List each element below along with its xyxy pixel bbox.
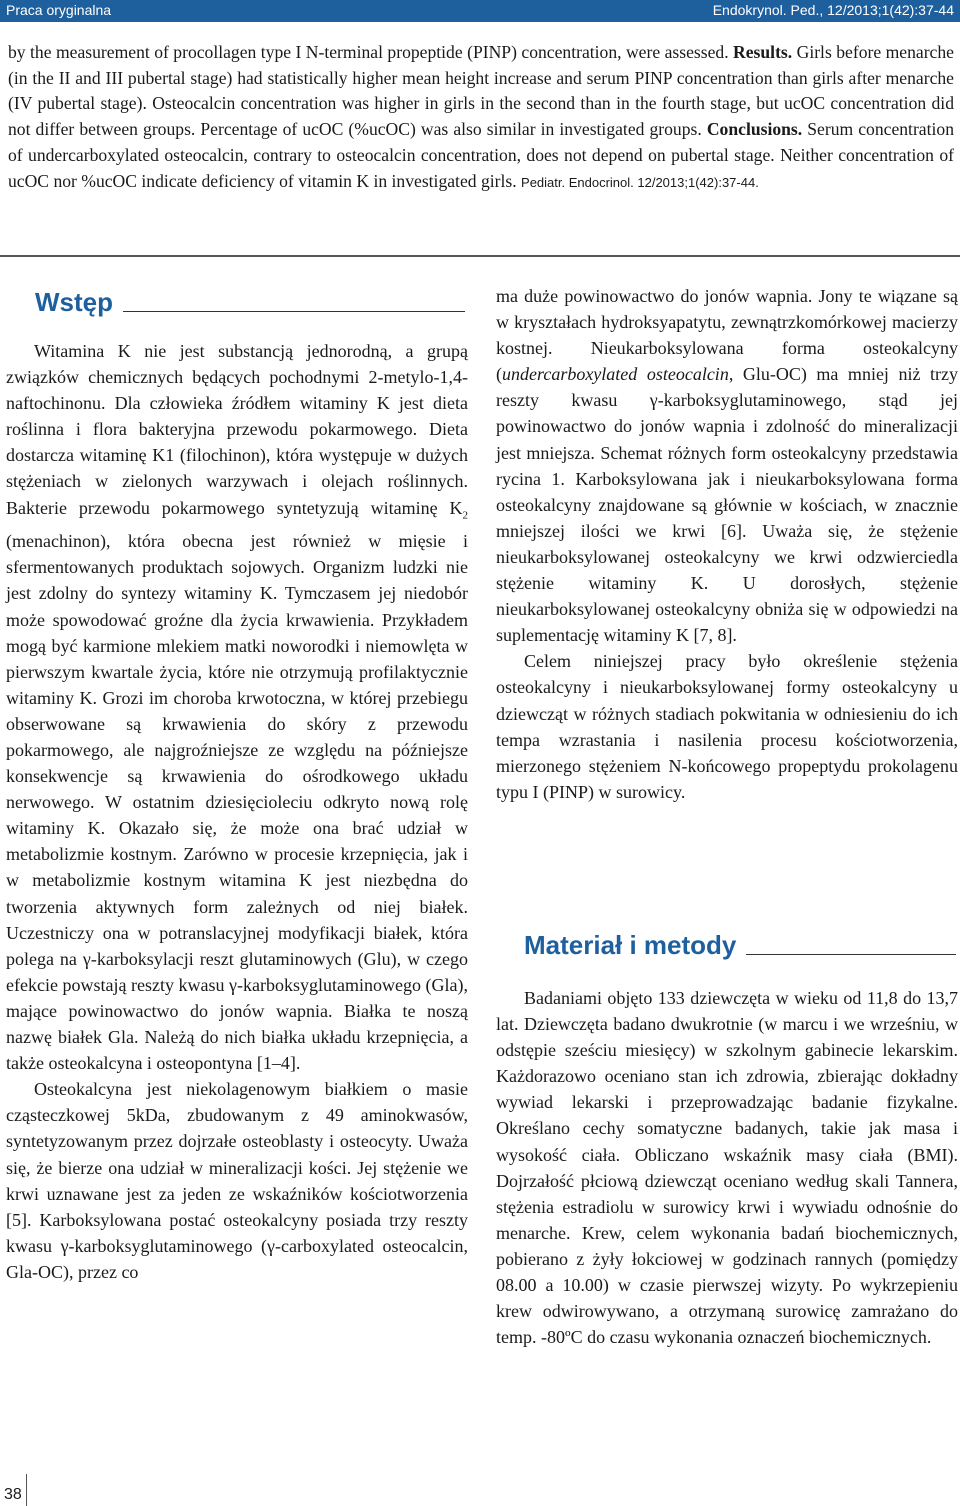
abstract-block xyxy=(8,40,954,195)
heading-rule xyxy=(123,311,465,312)
abstract-citation: Pediatr. Endocrinol. 12/2013;1(42):37-44. xyxy=(521,174,759,190)
journal-citation: Endokrynol. Ped., 12/2013;1(42):37-44 xyxy=(712,2,954,18)
section-heading-intro xyxy=(35,287,465,318)
section-divider xyxy=(0,255,960,257)
results-label: Results. xyxy=(733,42,793,62)
column-right-methods xyxy=(496,985,958,1350)
paragraph xyxy=(496,283,958,648)
column-right xyxy=(496,283,958,805)
paragraph-text: , Glu-OC) ma mniej niż trzy reszty kwasu γ-karboksyglutaminowego, stąd jej powinowactwo do jonów wapnia i zdolność do mineralizacji jest mniejsza. Schemat różnych form osteokalcyny przedstawia rycina 1. Karboksylowana jak i nieukarboksylowana forma osteokalcyny znajdowane są głównie w kościach, w znacznie mniejszej ilości we krwi [6]. Uważa się, że stężenie nieukarboksylowanej osteokalcyny we krwi odzwierciedla stężenie witaminy K. U dorosłych, stężenie nieukarboksylowanej osteokalcyny obniża się w odpowiedzi na suplementację witaminy K [7, 8]. xyxy=(496,364,958,646)
abstract-methods-text: by the measurement of procollagen type I N-terminal propeptide (PINP) concentration, were assessed. xyxy=(8,42,729,62)
section-title: Materiał i metody xyxy=(524,930,737,960)
page-number: 38 xyxy=(4,1486,22,1503)
article-type: Praca oryginalna xyxy=(6,2,112,18)
heading-rule xyxy=(746,954,956,955)
paragraph: Osteokalcyna jest niekolagenowym białkiem o masie cząsteczkowej 5kDa, zbudowanym z 49 aminokwasów, syntetyzowanym przez dojrzałe osteoblasty i osteocyty. Uważa się, że bierze ona udział w mineralizacji kości. Jej stężenie we krwi uznawane jest za jeden ze wskaźników kościotworzenia [5]. Karboksylowana postać osteokalcyny posiada trzy reszty kwasu γ-karboksyglutaminowego (γ-carboxylated osteocalcin, Gla-OC), przez co xyxy=(6,1079,468,1282)
paragraph-text: (menachinon), która obecna jest również w mięsie i sfermentowanych produktach sojowych. Organizm ludzki nie jest zdolny do syntezy witaminy K. Tymczasem jej niedobór może spowodować groźne dla życia krwawienia. Przykładem mogą być karmione mlekiem matki noworodki i niemowlęta w pierwszym kwartale życia, które nie otrzymują profilaktycznie witaminy K. Grozi im choroba krwotoczna, w której przebiegu obserwowane są krwawienia do skóry z przewodu pokarmowego, ale najgroźniejsze ze względu na późniejsze konsekwencje są krwawienia do ośrodkowego układu nerwowego. W ostatnim dziesięcioleciu odkryto nową rolę witaminy K. Okazało się, że może ona brać udział w metabolizmie kostnym. Zarówno w procesie krzepnięcia, jak i w metabolizmie kostnym witamina K jest niezbędna do tworzenia aktywnych form zależnych od niej białek. Uczestniczy ona w potranslacyjnej modyfikacji białek, która polega na γ-karboksylacji reszt glutaminowych (Glu), w czego efekcie powstają reszty kwasu γ-karboksyglutaminowego (Gla), mające powinowactwo do jonów wapnia. Białka te noszą nazwę białek Gla. Należą do nich białka układu krzepnięcia, a także osteokalcyna i osteopontyna [1–4]. xyxy=(6,531,468,1074)
abstract-results-text: Girls before menarche (in the II and III pubertal stage) had statistically higher mean height increase and serum PINP concentration than girls after menarche (IV pubertal stage). Osteocalcin concentration was higher in girls in the second than in the fourth stage, but ucOC concentration did not differ between groups. Percentage of ucOC (%ucOC) was also similar in investigated groups. xyxy=(8,42,954,140)
column-left xyxy=(6,338,468,1285)
paragraph-text: Witamina K nie jest substancją jednorodną, a grupą związków chemicznych będących pochodnymi 2-metylo-1,4-naftochinonu. Dla człowieka źródłem witaminy K jest dieta roślinna i flora bakteryjna przewodu pokarmowego. Dieta dostarcza witaminę K1 (filochinon), która występuje w dużych stężeniach w zielonych warzywach i olejach roślinnych. Bakterie przewodu pokarmowego syntetyzują witaminę K xyxy=(6,341,468,518)
subscript: 2 xyxy=(462,509,468,522)
running-header xyxy=(0,0,960,22)
paragraph-text: ma duże powinowactwo do jonów wapnia. Jony te wiązane są w kryształach hydroksyapatytu, zewnątrzkomórkowej macierzy kostnej. Nieukarboksylowana forma osteokalcyny ( xyxy=(496,286,958,385)
abstract-conclusions-text: Serum concentration of undercarboxylated osteocalcin, contrary to osteocalcin concentration, does not depend on pubertal stage. Neither concentration of ucOC nor %ucOC indicate deficiency of vitamin K in investigated girls. xyxy=(8,119,954,191)
section-heading-methods xyxy=(524,930,956,961)
italic-term: undercarboxylated osteocalcin xyxy=(502,364,729,385)
paragraph: Celem niniejszej pracy było określenie stężenia osteokalcyny i nieukarboksylowanej formy osteokalcyny u dziewcząt w różnych stadiach pokwitania w odniesieniu do ich tempa wzrastania i nasilenia procesu kościotworzenia, mierzonego stężeniem N-końcowego propeptydu prokolagenu typu I (PINP) w surowicy. xyxy=(496,651,958,802)
paragraph: Badaniami objęto 133 dziewczęta w wieku od 11,8 do 13,7 lat. Dziewczęta badano dwukrotnie (w marcu i we wrześniu, w odstępie sześciu miesięcy) w szkolnym gabinecie lekarskim. Każdorazowo oceniano stan ich zdrowia, zbierając dokładny wywiad lekarski i przeprowadzając badanie fizykalne. Określano cechy somatyczne badanych, takie jak masa i wysokość ciała. Obliczano wskaźnik masy ciała (BMI). Dojrzałość płciową dziewcząt oceniano według skali Tannera, stężenia estradiolu w surowicy krwi i wywiadu odnośnie do menarche. Krew, celem wykonania badań biochemicznych, pobierano z żyły łokciowej w godzinach rannych (pomiędzy 08.00 a 10.00) w czasie pierwszej wizyty. Po wykrzepieniu krew odwirowywano, a otrzymaną surowicę zamrażano do temp. -80ºC do czasu wykonania oznaczeń biochemicznych. xyxy=(496,988,958,1348)
conclusions-label: Conclusions. xyxy=(706,119,803,140)
section-title: Wstęp xyxy=(35,287,113,317)
paragraph xyxy=(6,338,468,1076)
